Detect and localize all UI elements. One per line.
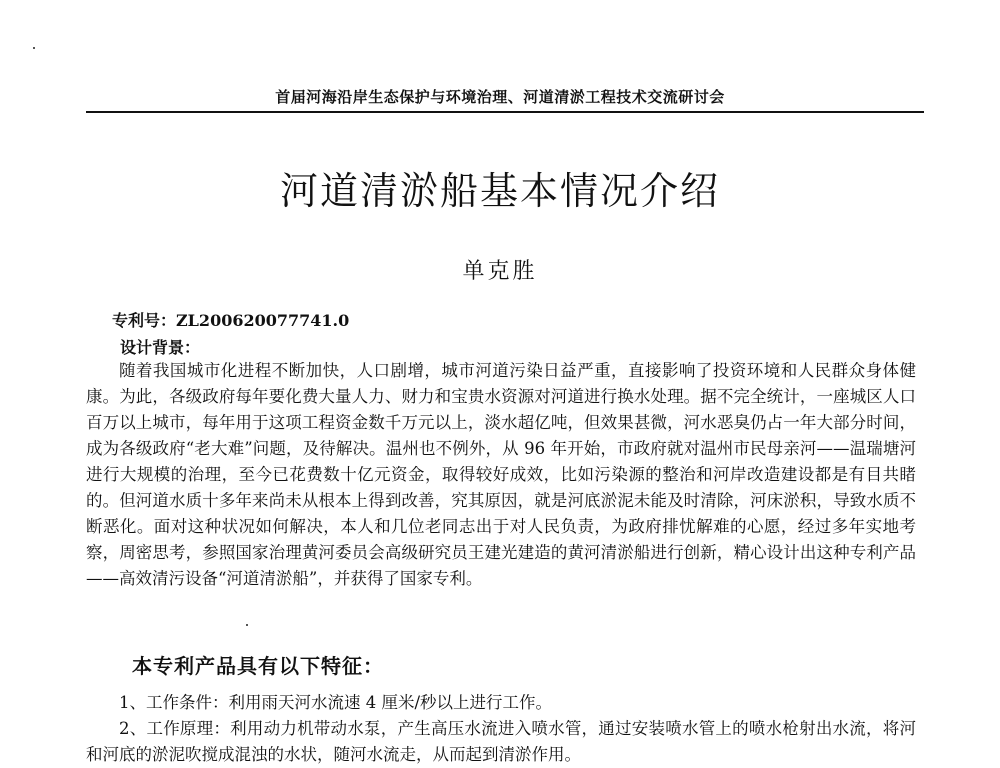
features-heading: 本专利产品具有以下特征：: [132, 654, 384, 678]
patent-number: 专利号：ZL200620077741.0: [112, 311, 350, 330]
scan-speck: [33, 47, 35, 49]
article-author: 单克胜: [462, 259, 538, 284]
scan-speck: [246, 624, 248, 626]
background-heading: 设计背景：: [120, 338, 201, 357]
header-rule: [86, 111, 924, 113]
running-header: 首届河海沿岸生态保护与环境治理、河道清淤工程技术交流研讨会: [275, 88, 725, 106]
background-paragraph: 随着我国城市化进程不断加快，人口剧增，城市河道污染日益严重，直接影响了投资环境和人民群众身体健康。为此，各级政府每年要化费大量人力、财力和宝贵水资源对河道进行换水处理。据不完全统计，一座城区人口百万以上城市，每年用于这项工程资金数千万元以上，淡水超亿吨，但效果甚微，河水恶臭仍占一年大部分时间，成为各级政府“老大难”问题，及待解决。温州也不例外，从 96 年开始，市政府就对温州市民母亲河——温瑞塘河进行大规模的治理，至今已花费数十亿元资金，取得较好成效，比如污染源的整治和河岸改造建设都是有目共睹的。但河道水质十多年来尚未从根本上得到改善，究其原因，就是河底淤泥未能及时清除，河床淤积，导致水质不断恶化。面对这种状况如何解决，本人和几位老同志出于对人民负责，为政府排忧解难的心愿，经过多年实地考察，周密思考，参照国家治理黄河委员会高级研究员王建光建造的黄河清淤船进行创新，精心设计出这种专利产品——高效清污设备“河道清淤船”，并获得了国家专利。: [86, 361, 916, 588]
features-list: [86, 690, 916, 768]
article-title: 河道清淤船基本情况介绍: [279, 169, 720, 213]
feature-item: 2、工作原理：利用动力机带动水泵，产生高压水流进入喷水管，通过安装喷水管上的喷水枪射出水流，将河和河底的淤泥吹搅成混浊的水状，随河水流走，从而起到清淤作用。: [86, 719, 916, 764]
feature-item: 1、工作条件：利用雨天河水流速 4 厘米/秒以上进行工作。: [119, 693, 553, 712]
